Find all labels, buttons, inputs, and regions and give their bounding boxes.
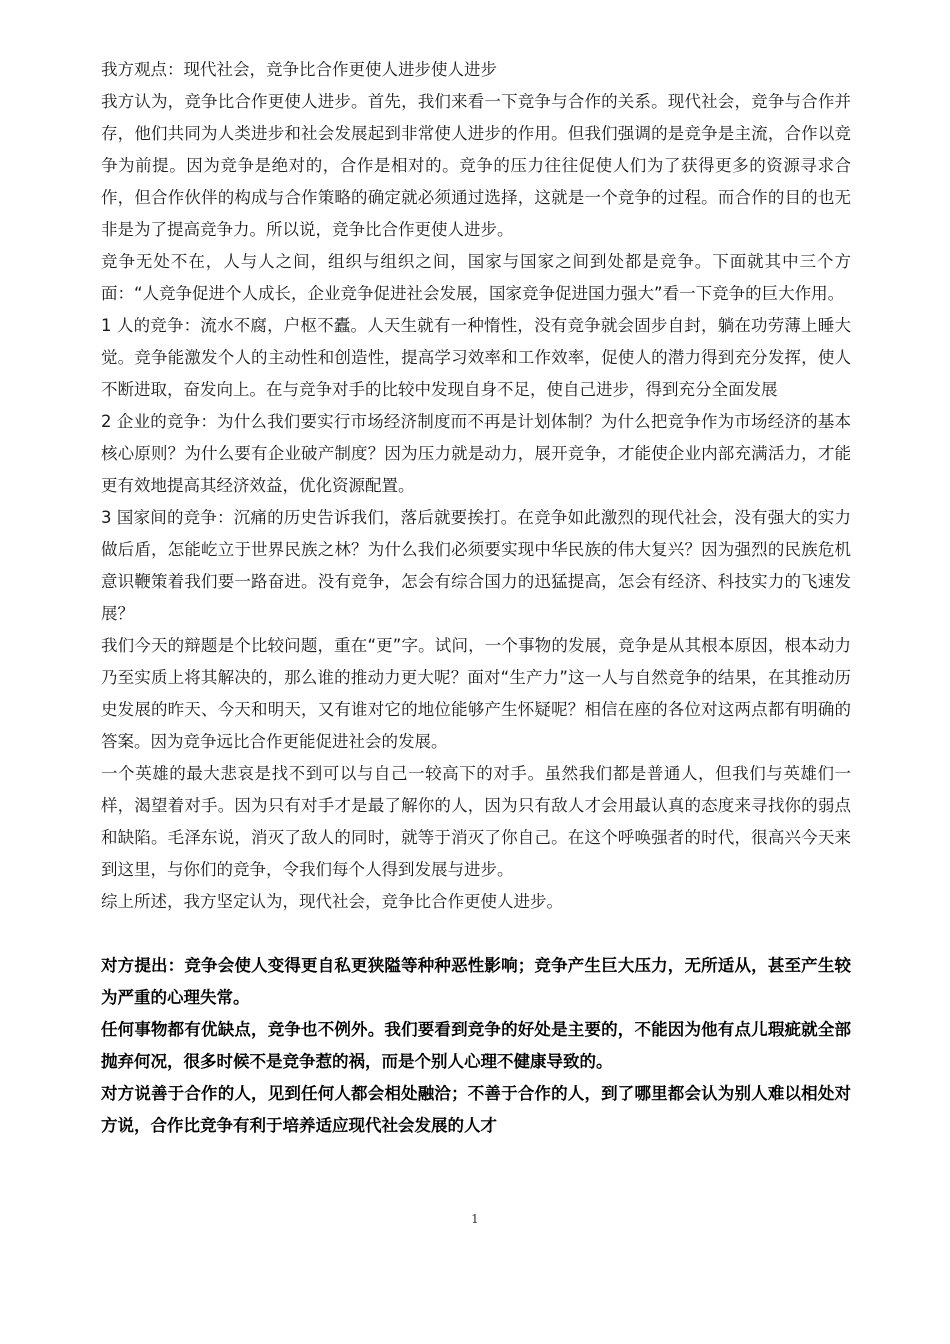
document-body: [101, 54, 851, 1142]
rebuttal-paragraph: 任何事物都有优缺点，竞争也不例外。我们要看到竞争的好处是主要的，不能因为他有点儿瑕疵就全部抛弃何况，很多时候不是竞争惹的祸，而是个别人心理不健康导致的。: [101, 1020, 851, 1071]
rebuttal-section: [101, 950, 851, 1142]
rebuttal-paragraph: 对方说善于合作的人，见到任何人都会相处融洽；不善于合作的人，到了哪里都会认为别人难以相处对方说，合作比竞争有利于培养适应现代社会发展的人才: [101, 1084, 851, 1135]
page-number: 1: [471, 1212, 479, 1226]
body-paragraph: 1 人的竞争：流水不腐，户枢不蠹。人天生就有一种惰性，没有竞争就会固步自封，躺在功劳薄上睡大觉。竞争能激发个人的主动性和创造性，提高学习效率和工作效率，促使人的潜力得到充分发挥，使人不断进取，奋发向上。在与竞争对手的比较中发现自身不足，使自己进步，得到充分全面发展: [101, 316, 851, 399]
position-statement: 我方观点：现代社会，竞争比合作更使人进步使人进步: [101, 60, 497, 79]
rebuttal-paragraph: 对方提出：竞争会使人变得更自私更狭隘等种种恶性影响；竞争产生巨大压力，无所适从，甚至产生较为严重的心理失常。: [101, 956, 851, 1007]
body-paragraph: 竞争无处不在，人与人之间，组织与组织之间，国家与国家之间到处都是竞争。下面就其中三个方面：“人竞争促进个人成长，企业竞争促进社会发展，国家竞争促进国力强大”看一下竞争的巨大作用。: [101, 252, 851, 303]
body-paragraph: 2 企业的竞争：为什么我们要实行市场经济制度而不再是计划体制？为什么把竞争作为市场经济的基本核心原则？为什么要有企业破产制度？因为压力就是动力，展开竞争，才能使企业内部充满活力，才能更有效地提高其经济效益，优化资源配置。: [101, 412, 851, 495]
body-paragraph: 我方认为，竞争比合作更使人进步。首先，我们来看一下竞争与合作的关系。现代社会，竞争与合作并存，他们共同为人类进步和社会发展起到非常使人进步的作用。但我们强调的是竞争是主流，合作以竞争为前提。因为竞争是绝对的，合作是相对的。竞争的压力往往促使人们为了获得更多的资源寻求合作，但合作伙伴的构成与合作策略的确定就必须通过选择，这就是一个竞争的过程。而合作的目的也无非是为了提高竞争力。所以说，竞争比合作更使人进步。: [101, 92, 851, 239]
body-paragraph: 3 国家间的竞争：沉痛的历史告诉我们，落后就要挨打。在竞争如此激烈的现代社会，没有强大的实力做后盾，怎能屹立于世界民族之林？为什么我们必须要实现中华民族的伟大复兴？因为强烈的民族危机意识鞭策着我们要一路奋进。没有竞争，怎会有综合国力的迅猛提高，怎会有经济、科技实力的飞速发展？: [101, 508, 851, 623]
conclusion-paragraph: 综上所述，我方坚定认为，现代社会，竞争比合作更使人进步。: [101, 892, 563, 911]
body-paragraph: 一个英雄的最大悲哀是找不到可以与自己一较高下的对手。虽然我们都是普通人，但我们与英雄们一样，渴望着对手。因为只有对手才是最了解你的人，因为只有敌人才会用最认真的态度来寻找你的弱点和缺陷。毛泽东说，消灭了敌人的同时，就等于消灭了你自己。在这个呼唤强者的时代，很高兴今天来到这里，与你们的竞争，令我们每个人得到发展与进步。: [101, 764, 851, 879]
body-paragraph: 我们今天的辩题是个比较问题，重在“更”字。试问，一个事物的发展，竞争是从其根本原因，根本动力乃至实质上将其解决的，那么谁的推动力更大呢？面对“生产力”这一人与自然竞争的结果，在其推动历史发展的昨天、今天和明天，又有谁对它的地位能够产生怀疑呢？相信在座的各位对这两点都有明确的答案。因为竞争远比合作更能促进社会的发展。: [101, 636, 851, 751]
section-gap: [101, 918, 851, 950]
